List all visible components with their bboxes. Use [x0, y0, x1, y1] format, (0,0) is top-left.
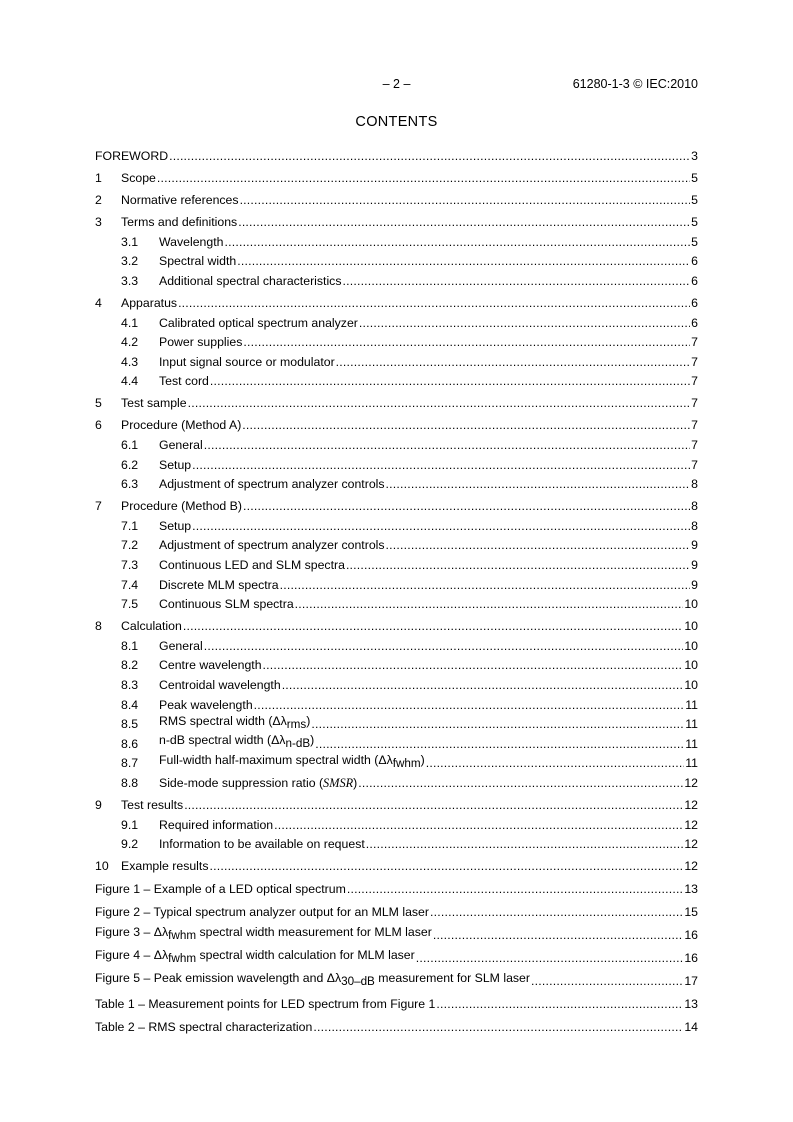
toc-dot-leader	[386, 538, 691, 553]
toc-dot-leader	[188, 396, 691, 411]
toc-dot-leader	[169, 149, 690, 164]
toc-entry-number: 8.2	[121, 658, 139, 673]
toc-entry[interactable]	[95, 751, 698, 771]
toc-entry-number: 10	[95, 859, 109, 874]
toc-entry-number: 4	[95, 296, 102, 311]
toc-entry[interactable]	[95, 553, 698, 573]
toc-entry-label: Side-mode suppression ratio (SMSR)	[159, 775, 358, 790]
toc-entry-label: Setup	[159, 457, 192, 472]
toc-entry-page: 11	[685, 697, 698, 712]
toc-entry-label: General	[159, 438, 203, 452]
toc-entry-label: Calibrated optical spectrum analyzer	[159, 315, 358, 330]
toc-entry-page: 5	[691, 234, 698, 249]
toc-entry-label: Adjustment of spectrum analyzer controls	[159, 477, 385, 492]
toc-entry-number: 8.5	[121, 717, 139, 732]
toc-entry-label: Table 2 – RMS spectral characterization	[95, 1020, 313, 1035]
toc-entry-page: 6	[691, 315, 698, 330]
toc-entry-number: 1	[95, 171, 102, 186]
toc-entry-number: 9	[95, 797, 102, 812]
toc-entry-number: 3.1	[121, 234, 139, 249]
toc-entry-page: 7	[691, 335, 698, 350]
toc-entry-page: 11	[685, 717, 698, 732]
toc-dot-leader	[313, 1020, 683, 1035]
toc-entry[interactable]	[95, 693, 698, 713]
toc-dot-leader	[311, 717, 684, 732]
toc-entry-subscript: 30–dB	[341, 974, 375, 988]
toc-entry[interactable]	[95, 943, 698, 966]
toc-entry-italic: SMSR	[323, 775, 354, 790]
toc-entry-page: 3	[691, 149, 698, 164]
toc-entry-label: Adjustment of spectrum analyzer controls	[159, 538, 385, 553]
toc-entry-number: 3.3	[121, 274, 139, 289]
toc-dot-leader	[192, 519, 690, 534]
toc-dot-leader	[282, 678, 684, 693]
toc-entry[interactable]	[95, 492, 698, 514]
toc-entry-page: 6	[691, 296, 698, 311]
toc-entry-subscript: rms	[286, 717, 307, 731]
toc-entry-page: 5	[691, 193, 698, 208]
page-title: CONTENTS	[355, 114, 438, 130]
toc-dot-leader	[366, 837, 684, 852]
toc-entry-number: 4.3	[121, 354, 139, 369]
toc-entry-label: Continuous SLM spectra	[159, 597, 294, 612]
toc-dot-leader	[240, 193, 691, 208]
toc-entry[interactable]	[95, 1012, 698, 1035]
toc-dot-leader	[210, 374, 690, 389]
toc-entry-label: Centroidal wavelength	[159, 677, 281, 692]
toc-entry-page: 12	[684, 859, 698, 874]
toc-entry-subscript: fwhm	[168, 928, 197, 942]
toc-entry-page: 7	[691, 396, 698, 411]
toc-dot-leader	[426, 756, 685, 771]
toc-entry[interactable]	[95, 966, 698, 989]
toc-entry[interactable]	[95, 411, 698, 433]
toc-dot-leader	[531, 974, 683, 989]
toc-entry[interactable]	[95, 920, 698, 943]
toc-entry[interactable]	[95, 289, 698, 311]
toc-entry-page: 10	[684, 677, 698, 692]
toc-entry-page: 11	[685, 736, 698, 751]
toc-entry-page: 12	[684, 837, 698, 852]
toc-entry-page: 13	[684, 882, 698, 897]
toc-entry-subscript: n-dB	[285, 737, 311, 751]
toc-entry-number: 7.4	[121, 577, 139, 592]
toc-entry-page: 9	[691, 577, 698, 592]
toc-entry-number: 4.1	[121, 315, 139, 330]
toc-entry-label: Spectral width	[159, 254, 237, 269]
toc-entry-label: Apparatus	[121, 296, 178, 311]
toc-entry[interactable]	[95, 534, 698, 554]
toc-entry[interactable]	[95, 269, 698, 289]
toc-entry-label: Full-width half-maximum spectral width $(\Delta\lambda_{fwhm})$	[159, 753, 425, 771]
toc-entry-label: Example results	[121, 859, 209, 874]
toc-entry-label: Figure 1 – Example of a LED optical spectrum	[95, 882, 346, 897]
toc-entry-page: 15	[684, 905, 698, 920]
toc-dot-leader	[358, 776, 683, 791]
toc-entry-page: 12	[684, 775, 698, 790]
toc-entry-number: 8.8	[121, 775, 139, 790]
toc-entry-page: 10	[684, 658, 698, 673]
toc-entry-number: 8.6	[121, 736, 139, 751]
toc-entry-page: 12	[684, 797, 698, 812]
toc-entry[interactable]	[95, 634, 698, 654]
toc-dot-leader	[430, 905, 683, 920]
toc-dot-leader	[274, 818, 683, 833]
toc-entry-label: Test cord	[159, 374, 209, 389]
toc-dot-leader	[157, 171, 690, 186]
toc-entry-number: 4.4	[121, 374, 139, 389]
toc-entry-page: 12	[684, 817, 698, 832]
toc-entry[interactable]	[95, 573, 698, 593]
toc-entry[interactable]	[95, 311, 698, 331]
toc-entry-label: Terms and definitions	[121, 215, 238, 230]
toc-entry[interactable]	[95, 142, 698, 164]
toc-dot-leader	[184, 798, 683, 813]
toc-entry-page: 14	[684, 1020, 698, 1035]
toc-dot-leader	[178, 296, 690, 311]
toc-dot-leader	[436, 997, 683, 1012]
toc-entry-number: 8.7	[121, 756, 139, 771]
toc-entry[interactable]	[95, 453, 698, 473]
toc-entry[interactable]	[95, 208, 698, 230]
toc-entry-label: Additional spectral characteristics	[159, 274, 342, 289]
toc-entry-number: 6	[95, 418, 102, 433]
toc-entry[interactable]	[95, 832, 698, 852]
toc-entry-page: 7	[691, 457, 698, 472]
toc-entry-number: 7	[95, 499, 102, 514]
toc-entry-page: 8	[691, 477, 698, 492]
toc-entry-label: n-dB spectral width $(\Delta\lambda_{n-dB})$	[159, 733, 315, 751]
toc-entry-subscript: fwhm	[392, 757, 421, 771]
toc-entry-number: 8	[95, 619, 102, 634]
toc-entry-label: Required information	[159, 817, 274, 832]
toc-entry-page: 13	[684, 997, 698, 1012]
toc-dot-leader	[242, 418, 690, 433]
page-number: – 2 –	[382, 77, 411, 91]
toc-entry-page: 6	[691, 254, 698, 269]
toc-entry-page: 9	[691, 557, 698, 572]
toc-dot-leader	[183, 619, 683, 634]
toc-dot-leader	[416, 951, 684, 966]
toc-entry-label: Continuous LED and SLM spectra	[159, 557, 345, 572]
toc-entry-page: 9	[691, 538, 698, 553]
toc-entry-label: Wavelength	[159, 234, 224, 249]
toc-entry-number: 6.3	[121, 477, 139, 492]
toc-entry-page: 10	[684, 597, 698, 612]
toc-dot-leader	[433, 928, 683, 943]
toc-entry-page: 11	[685, 756, 698, 771]
toc-entry[interactable]	[95, 673, 698, 693]
toc-entry-label: Centre wavelength	[159, 658, 262, 673]
toc-entry[interactable]	[95, 514, 698, 534]
toc-entry-page: 7	[691, 354, 698, 369]
toc-entry-label: FOREWORD	[95, 149, 169, 164]
toc-entry[interactable]	[95, 791, 698, 813]
toc-entry[interactable]	[95, 350, 698, 370]
toc-entry-number: 6.1	[121, 438, 139, 452]
toc-entry[interactable]	[95, 433, 698, 453]
toc-dot-leader	[224, 235, 690, 250]
toc-entry-number: 9.2	[121, 837, 139, 852]
toc-entry[interactable]	[95, 874, 698, 897]
toc-entry[interactable]	[95, 897, 698, 920]
toc-entry[interactable]	[95, 732, 698, 752]
toc-entry[interactable]	[95, 164, 698, 186]
toc-dot-leader	[204, 438, 690, 453]
toc-entry-page: 16	[684, 951, 698, 966]
toc-entry-label: Figure 2 – Typical spectrum analyzer output for an MLM laser	[95, 905, 429, 920]
toc-entry-number: 7.5	[121, 597, 139, 612]
toc-entry-number: 7.3	[121, 557, 139, 572]
toc-entry-number: 7.1	[121, 518, 139, 533]
toc-entry-page: 7	[691, 418, 698, 433]
toc-dot-leader	[238, 215, 690, 230]
toc-dot-leader	[237, 254, 690, 269]
toc-dot-leader	[295, 597, 684, 612]
toc-entry-label: Table 1 – Measurement points for LED spectrum from Figure 1	[95, 997, 436, 1012]
toc-entry-label: Procedure (Method B)	[121, 499, 242, 514]
toc-entry[interactable]	[95, 230, 698, 250]
toc-entry-number: 2	[95, 193, 102, 208]
toc-entry[interactable]	[95, 370, 698, 390]
toc-entry-number: 3.2	[121, 254, 139, 269]
toc-entry[interactable]	[95, 813, 698, 833]
toc-entry-label: Peak wavelength	[159, 697, 253, 712]
table-of-contents	[95, 142, 698, 1035]
toc-entry-number: 6.2	[121, 457, 139, 472]
toc-entry-number: 7.2	[121, 538, 139, 553]
toc-entry[interactable]	[95, 592, 698, 612]
toc-entry-page: 8	[691, 518, 698, 533]
toc-dot-leader	[336, 355, 690, 370]
toc-entry-label: Procedure (Method A)	[121, 418, 242, 433]
toc-entry-label: RMS spectral width $(\Delta\lambda_{rms})$	[159, 713, 311, 731]
toc-dot-leader	[342, 274, 690, 289]
toc-entry[interactable]	[95, 989, 698, 1012]
toc-entry-label: General	[159, 638, 203, 653]
toc-entry-page: 7	[691, 374, 698, 389]
toc-dot-leader	[346, 558, 690, 573]
toc-entry-number: 8.1	[121, 638, 139, 653]
toc-entry-page: 10	[684, 619, 698, 634]
toc-dot-leader	[263, 658, 684, 673]
toc-dot-leader	[254, 698, 685, 713]
toc-entry-page: 6	[691, 274, 698, 289]
toc-entry-label: Test sample	[121, 396, 187, 411]
toc-entry-label: Normative references	[121, 193, 239, 208]
toc-entry-label: Figure $3 - \Delta\lambda_{fwhm}$ spectral width measurement for MLM laser	[95, 924, 432, 942]
toc-entry-page: 7	[691, 438, 698, 452]
toc-entry[interactable]	[95, 712, 698, 732]
toc-entry-label: Figure $4 - \Delta\lambda_{fwhm}$ spectral width calculation for MLM laser	[95, 947, 415, 965]
toc-entry-number: 8.3	[121, 677, 139, 692]
toc-entry-page: 17	[684, 974, 698, 989]
toc-dot-leader	[243, 499, 690, 514]
toc-dot-leader	[192, 458, 690, 473]
toc-entry[interactable]	[95, 330, 698, 350]
toc-entry[interactable]	[95, 771, 698, 791]
toc-entry-page: 10	[684, 638, 698, 653]
toc-entry-number: 3	[95, 215, 102, 230]
toc-entry-label: Figure 5 – Peak emission wavelength and $\Delta\lambda_{30-dB}$ measurement for SLM laser	[95, 970, 530, 988]
toc-dot-leader	[243, 335, 690, 350]
toc-entry[interactable]	[95, 389, 698, 411]
toc-entry-label: Discrete MLM spectra	[159, 577, 279, 592]
toc-entry-number: 4.2	[121, 335, 139, 350]
toc-entry[interactable]	[95, 472, 698, 492]
toc-entry[interactable]	[95, 654, 698, 674]
toc-entry-page: 5	[691, 215, 698, 230]
toc-entry[interactable]	[95, 612, 698, 634]
toc-entry-label: Power supplies	[159, 335, 243, 350]
toc-entry-page: 5	[691, 171, 698, 186]
toc-entry[interactable]	[95, 186, 698, 208]
toc-entry[interactable]	[95, 250, 698, 270]
document-reference: 61280-1-3 © IEC:2010	[572, 77, 698, 91]
toc-dot-leader	[204, 639, 684, 654]
toc-dot-leader	[386, 477, 691, 492]
toc-entry-number: 5	[95, 396, 102, 411]
toc-entry-page: 16	[684, 928, 698, 943]
toc-entry-subscript: fwhm	[168, 951, 197, 965]
toc-entry-label: Setup	[159, 518, 192, 533]
toc-dot-leader	[347, 882, 683, 897]
toc-dot-leader	[315, 737, 684, 752]
toc-entry[interactable]	[95, 852, 698, 874]
toc-entry-label: Information to be available on request	[159, 837, 365, 852]
toc-entry-label: Input signal source or modulator	[159, 354, 335, 369]
toc-dot-leader	[209, 859, 683, 874]
toc-entry-label: Calculation	[121, 619, 182, 634]
toc-entry-label: Scope	[121, 171, 156, 186]
toc-entry-number: 8.4	[121, 697, 139, 712]
toc-entry-label: Test results	[121, 797, 184, 812]
toc-dot-leader	[359, 316, 690, 331]
toc-dot-leader	[280, 578, 691, 593]
toc-entry-page: 8	[691, 499, 698, 514]
toc-entry-number: 9.1	[121, 817, 139, 832]
